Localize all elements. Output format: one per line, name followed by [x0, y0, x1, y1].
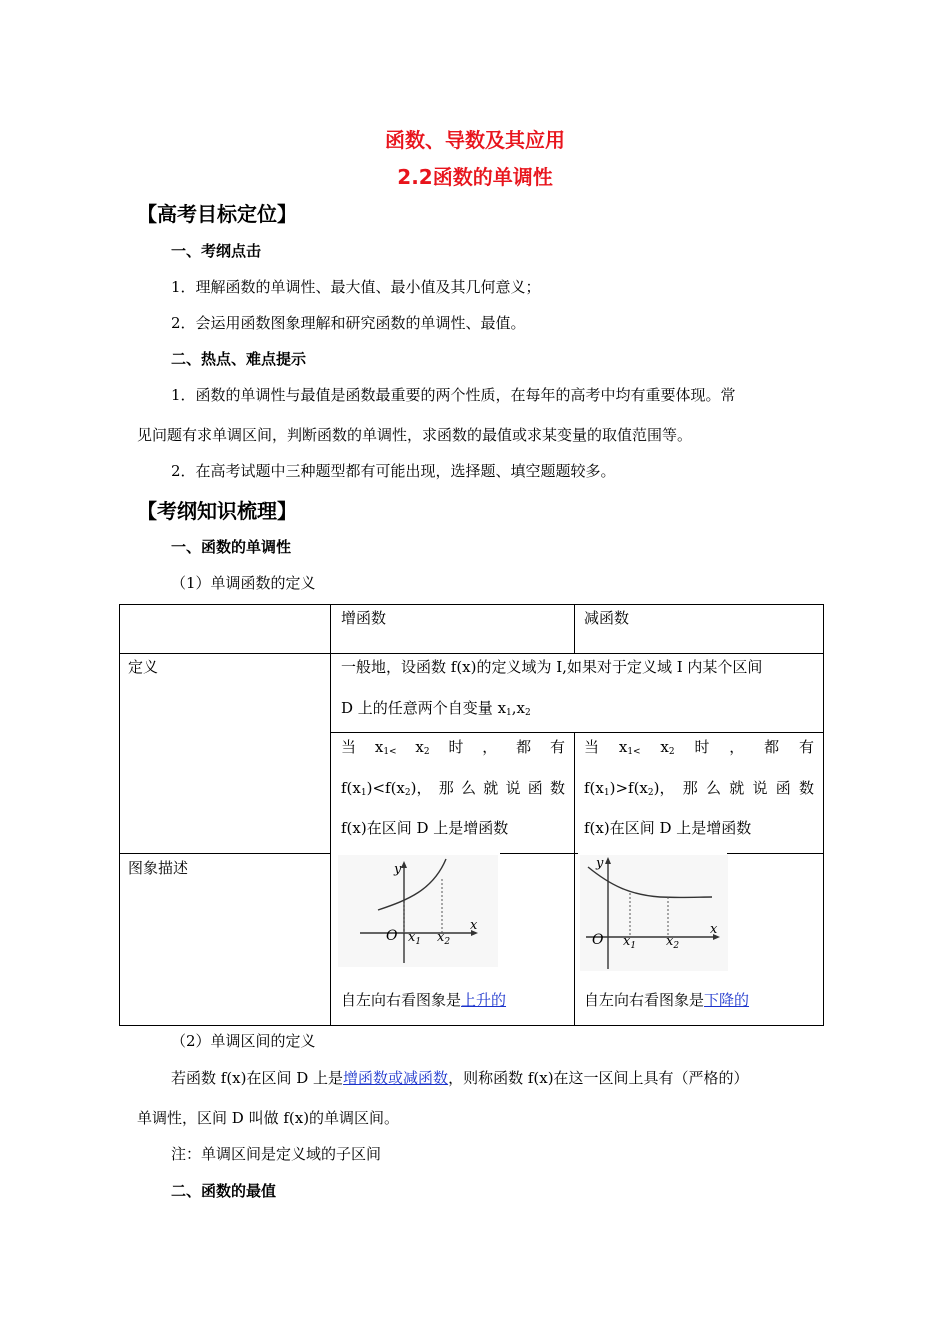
definition-line-2: D 上的任意两个自变量 $x_1,x_2$ — [341, 699, 531, 718]
increasing-condition-line-2: $f(x_1)<f(x_2)$， 那 么 就 说 函 数 — [341, 779, 565, 798]
origin-label: O — [592, 932, 604, 948]
falling-link[interactable]: 下降的 — [704, 991, 750, 1009]
increasing-condition-line-3: f(x)在区间 D 上是增函数 — [341, 819, 509, 837]
col-header-decreasing: 减函数 — [584, 609, 630, 627]
decreasing-condition-line-3: f(x)在区间 D 上是增函数 — [584, 819, 752, 837]
col-header-increasing: 增函数 — [341, 609, 387, 627]
increasing-function-graph — [338, 855, 498, 967]
syllabus-item-2: 2．会运用函数图象理解和研究函数的单调性、最值。 — [171, 314, 526, 332]
rising-link[interactable]: 上升的 — [461, 991, 507, 1009]
definition-line-1: 一般地，设函数 f(x)的定义域为 I,如果对于定义域 I 内某个区间 — [341, 658, 763, 676]
x1-label: $x_1$ — [408, 930, 422, 947]
section-heading-knowledge: 【考纲知识梳理】 — [137, 499, 297, 523]
subheading-extrema: 二、函数的最值 — [171, 1182, 277, 1200]
row-label-graph: 图象描述 — [128, 859, 189, 877]
increasing-condition-line-1: 当 $x_{1<}$ $x_2$ 时 ， 都 有 — [341, 738, 565, 757]
increasing-graph-description: 自左向右看图象是上升的 — [341, 991, 507, 1009]
hotspot-item-2: 2．在高考试题中三种题型都有可能出现，选择题、填空题题较多。 — [171, 462, 616, 480]
subheading-syllabus: 一、考纲点击 — [171, 242, 262, 260]
interval-definition-line-1: 若函数 f(x)在区间 D 上是增函数或减函数，则称函数 f(x)在这一区间上具有（严格的） — [171, 1069, 749, 1087]
sub-interval-heading: （2）单调区间的定义 — [171, 1032, 316, 1050]
decreasing-condition-line-1: 当 $x_{1<}$ $x_2$ 时 ， 都 有 — [584, 738, 814, 757]
note-subinterval: 注：单调区间是定义域的子区间 — [171, 1145, 382, 1163]
x-label: x — [470, 918, 478, 933]
doc-subtitle: 2.2函数的单调性 — [397, 165, 553, 189]
x-label: x — [710, 922, 718, 937]
decreasing-function-graph — [580, 855, 728, 971]
x2-label: $x_2$ — [666, 934, 680, 951]
hotspot-item-1-line1: 1．函数的单调性与最值是函数最重要的两个性质，在每年的高考中均有重要体现。常 — [171, 386, 736, 404]
origin-label: O — [386, 928, 398, 944]
decreasing-graph-description: 自左向右看图象是下降的 — [584, 991, 750, 1009]
y-label: y — [596, 856, 604, 871]
x2-label: $x_2$ — [437, 930, 451, 947]
doc-title: 函数、导数及其应用 — [385, 128, 565, 152]
x1-label: $x_1$ — [623, 934, 637, 951]
decreasing-condition-line-2: $f(x_1)>f(x_2)$， 那 么 就 说 函 数 — [584, 779, 814, 798]
row-label-definition: 定义 — [128, 658, 159, 676]
hotspot-item-1-line2: 见问题有求单调区间，判断函数的单调性，求函数的最值或求某变量的取值范围等。 — [137, 426, 693, 444]
y-label: y — [394, 862, 402, 877]
increasing-or-decreasing-link[interactable]: 增函数或减函数 — [343, 1069, 449, 1087]
subheading-hotspots: 二、热点、难点提示 — [171, 350, 307, 368]
section-heading-target: 【高考目标定位】 — [137, 202, 297, 226]
subheading-monotonicity: 一、函数的单调性 — [171, 538, 292, 556]
interval-definition-line-2: 单调性，区间 D 叫做 f(x)的单调区间。 — [137, 1109, 400, 1127]
sub-definition-heading: （1）单调函数的定义 — [171, 574, 316, 592]
syllabus-item-1: 1．理解函数的单调性、最大值、最小值及其几何意义； — [171, 278, 541, 296]
